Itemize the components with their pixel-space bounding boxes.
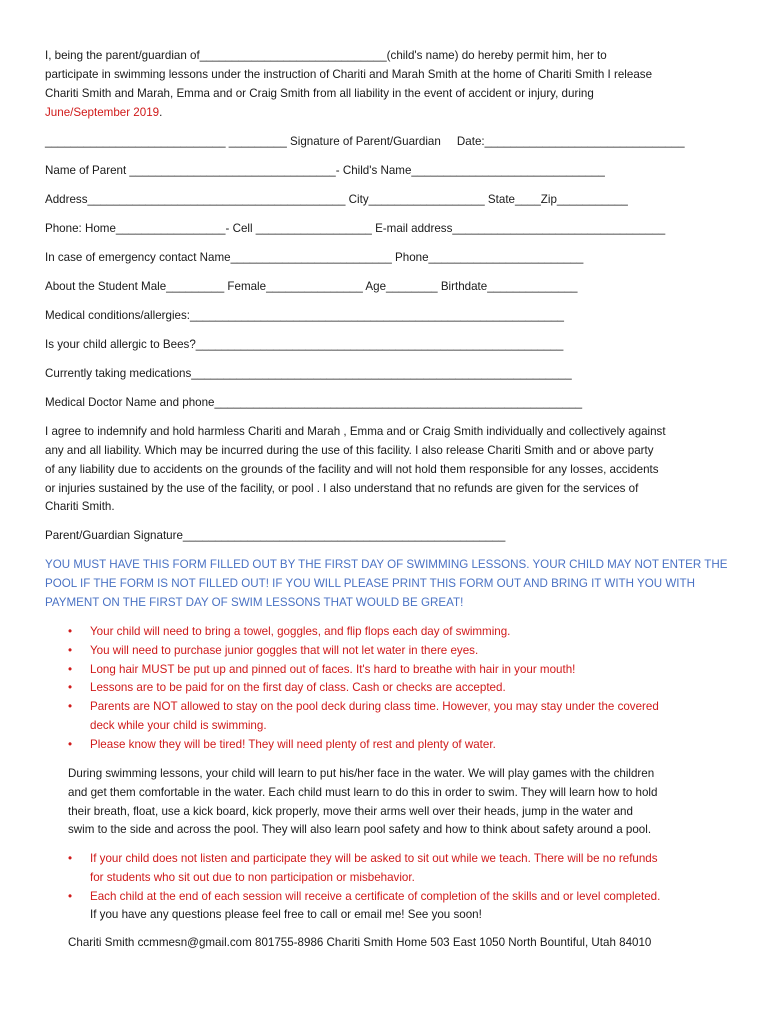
- final-list: [60, 850, 660, 925]
- parent-child-name-field[interactable]: Name of Parent ________________________________- Child's Name______________________________: [45, 164, 605, 177]
- rule-text: Please know they will be tired! They will need plenty of rest and plenty of water.: [90, 737, 496, 751]
- student-info-field[interactable]: About the Student Male_________ Female_______________ Age________ Birthdate______________: [45, 280, 578, 293]
- permission-line-3: Chariti Smith and Marah, Emma and or Craig Smith from all liability in the event of accident or injury, during: [45, 87, 594, 100]
- list-item: [60, 698, 659, 736]
- address-field[interactable]: Address________________________________________ City__________________ State____Zip___________: [45, 193, 628, 206]
- refund-text-continued: for students who sit out due to non participation or misbehavior.: [90, 870, 415, 884]
- notice-line-2: POOL IF THE FORM IS NOT FILLED OUT! IF YOU WILL PLEASE PRINT THIS FORM OUT AND BRING IT WITH YOU WITH: [45, 577, 695, 590]
- lessons-line-2: and get them comfortable in the water. Each child must learn to do this in order to swim. They will learn how to hold: [68, 786, 658, 799]
- rule-text: Long hair MUST be put up and pinned out of faces. It's hard to breathe with hair in your mouth!: [90, 662, 576, 676]
- questions-text: If you have any questions please feel free to call or email me! See you soon!: [90, 908, 482, 922]
- medications-field[interactable]: Currently taking medications___________________________________________________________: [45, 367, 572, 380]
- permission-line-4: [45, 104, 162, 122]
- lessons-line-1: During swimming lessons, your child will learn to put his/her face in the water. We will play games with the children: [68, 767, 655, 780]
- list-item: [60, 888, 660, 926]
- list-item: [60, 623, 659, 642]
- list-item: [60, 642, 659, 661]
- rule-text: Your child will need to bring a towel, goggles, and flip flops each day of swimming.: [90, 625, 511, 638]
- rule-text-continued: deck while your child is swimming.: [90, 718, 267, 732]
- bullet-icon: •: [68, 889, 73, 903]
- permission-line-1: I, being the parent/guardian of_____________________________(child's name) do hereby permit him, her to: [45, 49, 607, 62]
- medical-conditions-field[interactable]: Medical conditions/allergies:__________________________________________________________: [45, 309, 564, 322]
- bullet-icon: •: [68, 737, 73, 751]
- indemnity-line-5: Chariti Smith.: [45, 500, 115, 513]
- rules-list: [60, 623, 659, 755]
- phone-email-field[interactable]: Phone: Home_________________- Cell __________________ E-mail address_________________________________: [45, 222, 666, 235]
- list-item: [60, 661, 659, 680]
- rule-text: Parents are NOT allowed to stay on the pool deck during class time. However, you may stay under the covered: [90, 700, 659, 714]
- bee-allergy-field[interactable]: Is your child allergic to Bees?_________________________________________________________: [45, 338, 564, 351]
- rule-text: You will need to purchase junior goggles that will not let water in there eyes.: [90, 643, 479, 657]
- period: .: [159, 106, 163, 119]
- permission-line-2: participate in swimming lessons under the instruction of Chariti and Marah Smith at the home of Chariti Smith I release: [45, 68, 653, 81]
- bullet-icon: •: [68, 700, 73, 714]
- doctor-field[interactable]: Medical Doctor Name and phone_________________________________________________________: [45, 396, 583, 409]
- bullet-icon: •: [68, 852, 73, 865]
- guardian-signature-field[interactable]: Parent/Guardian Signature__________________________________________________: [45, 529, 506, 542]
- indemnity-line-1: I agree to indemnify and hold harmless Chariti and Marah , Emma and or Craig Smith individually and collectively against: [45, 425, 666, 438]
- lessons-line-3: their breath, float, use a kick board, kick properly, move their arms well over their heads, jump in the water and: [68, 805, 633, 818]
- list-item: [60, 679, 659, 698]
- signature-date-field[interactable]: ____________________________ _________ Signature of Parent/Guardian Date:_______________________________: [45, 135, 685, 148]
- notice-line-3: PAYMENT ON THE FIRST DAY OF SWIM LESSONS THAT WOULD BE GREAT!: [45, 596, 464, 609]
- certificate-text: Each child at the end of each session will receive a certificate of completion of the skills and or level completed.: [90, 889, 661, 903]
- bullet-icon: •: [68, 625, 73, 638]
- refund-text: If your child does not listen and participate they will be asked to sit out while we teach. There will be no refunds: [90, 852, 658, 865]
- lessons-line-4: swim to the side and across the pool. They will also learn pool safety and how to think about safety around a pool.: [68, 823, 652, 836]
- indemnity-line-4: or injuries sustained by the use of the facility, or pool . I also understand that no refunds are given for the services of: [45, 482, 639, 495]
- notice-line-1: YOU MUST HAVE THIS FORM FILLED OUT BY THE FIRST DAY OF SWIMMING LESSONS. YOUR CHILD MAY NOT ENTER THE: [45, 558, 728, 571]
- lesson-date-range: June/September 2019: [45, 106, 160, 119]
- indemnity-line-3: of any liability due to accidents on the grounds of the facility and will not hold them responsible for any losses, accidents: [45, 463, 659, 476]
- indemnity-line-2: any and all liability. Which may be incurred during the use of this facility. I also release Chariti Smith and or above party: [45, 444, 654, 457]
- bullet-icon: •: [68, 662, 73, 676]
- rule-text: Lessons are to be paid for on the first day of class. Cash or checks are accepted.: [90, 681, 506, 695]
- bullet-icon: •: [68, 643, 73, 657]
- list-item: [60, 736, 659, 755]
- contact-info: Chariti Smith ccmmesn@gmail.com 801755-8986 Chariti Smith Home 503 East 1050 North Bountiful, Utah 84010: [68, 936, 652, 949]
- emergency-contact-field[interactable]: In case of emergency contact Name_________________________ Phone________________________: [45, 251, 584, 264]
- bullet-icon: •: [68, 681, 73, 695]
- list-item: [60, 850, 660, 888]
